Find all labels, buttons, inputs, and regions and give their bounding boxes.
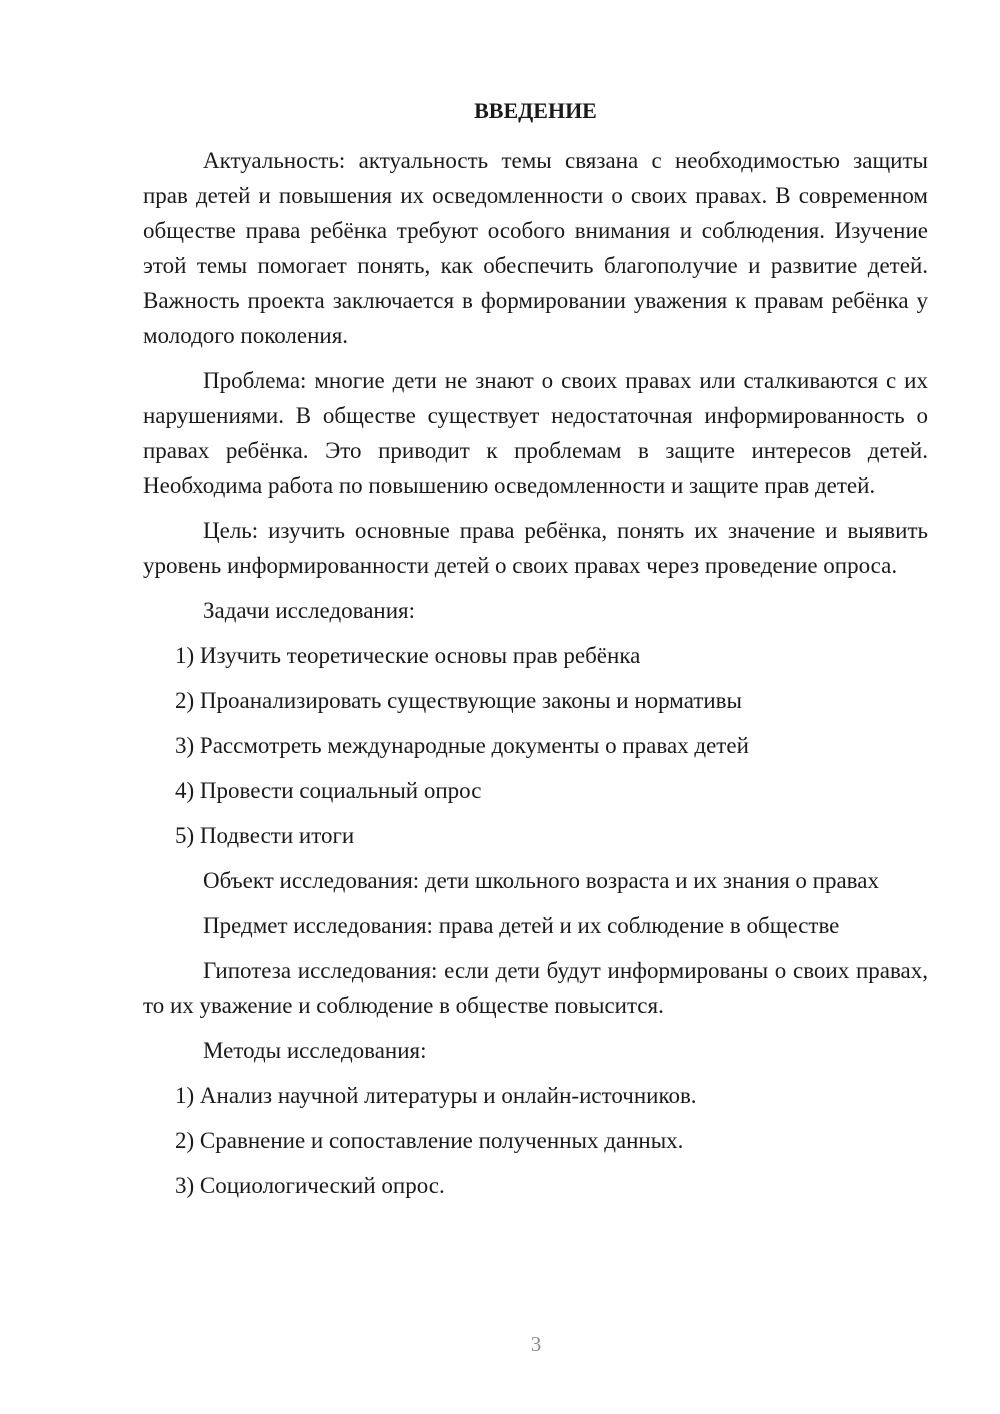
- list-item: 1) Изучить теоретические основы прав ребёнка: [175, 643, 641, 668]
- section-title: ВВЕДЕНИЕ: [474, 98, 597, 123]
- list-item: 2) Сравнение и сопоставление полученных данных.: [175, 1128, 684, 1153]
- relevance-paragraph: Актуальность: актуальность темы связана с необходимостью защиты прав детей и повышения их осведомленности о своих правах. В современном обществе права ребёнка требуют особого внимания и соблюдения. Изучение этой темы помогает понять, как обеспечить благополучие и развитие детей. Важность проекта заключается в формировании уважения к правам ребёнка у молодого поколения.: [143, 148, 928, 348]
- list-item: 5) Подвести итоги: [175, 823, 355, 848]
- page-content: [143, 93, 928, 1213]
- list-item: 4) Провести социальный опрос: [175, 778, 482, 803]
- tasks-heading: Задачи исследования:: [203, 598, 416, 623]
- list-item: 3) Рассмотреть международные документы о правах детей: [175, 733, 749, 758]
- goal-paragraph: Цель: изучить основные права ребёнка, понять их значение и выявить уровень информированности детей о своих правах через проведение опроса.: [143, 518, 928, 578]
- list-item: 2) Проанализировать существующие законы и нормативы: [175, 688, 742, 713]
- object-paragraph: Объект исследования: дети школьного возраста и их знания о правах: [203, 868, 879, 893]
- list-item: 3) Социологический опрос.: [175, 1173, 445, 1198]
- problem-paragraph: Проблема: многие дети не знают о своих правах или сталкиваются с их нарушениями. В обществе существует недостаточная информированность о правах ребёнка. Это приводит к проблемам в защите интересов детей. Необходима работа по повышению осведомленности и защите прав детей.: [143, 368, 928, 498]
- methods-heading: Методы исследования:: [203, 1038, 427, 1063]
- hypothesis-paragraph: Гипотеза исследования: если дети будут информированы о своих правах, то их уважение и соблюдение в обществе повысится.: [143, 958, 928, 1018]
- subject-paragraph: Предмет исследования: права детей и их соблюдение в обществе: [203, 913, 840, 938]
- tasks-list: [143, 638, 928, 853]
- methods-list: [143, 1078, 928, 1203]
- list-item: 1) Анализ научной литературы и онлайн-источников.: [175, 1083, 697, 1108]
- page-number: 3: [530, 1332, 542, 1356]
